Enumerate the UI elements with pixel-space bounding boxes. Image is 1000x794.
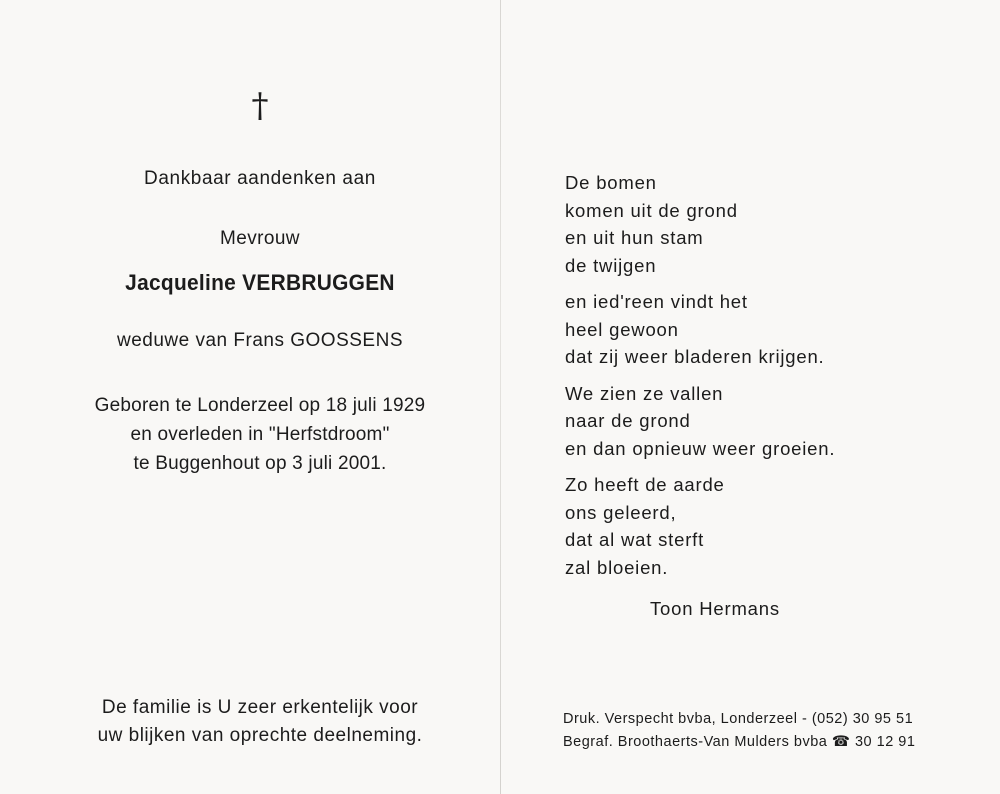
poem-line: naar de grond [565, 410, 691, 431]
right-page [500, 0, 1000, 794]
bio-line: en overleden in "Herfstdroom" [130, 424, 390, 445]
poem-line: en dan opnieuw weer groeien. [565, 437, 836, 459]
poem-line: dat al wat sterft [565, 529, 705, 550]
poem-line: komen uit de grond [565, 199, 738, 221]
poem-line: de twijgen [565, 254, 657, 276]
bio-line: te Buggenhout op 3 juli 2001. [133, 453, 387, 474]
cross-symbol: † [251, 86, 269, 126]
printer-line: Begraf. Broothaerts-Van Mulders bvba ☎ 30 12 91 [563, 734, 916, 750]
poem-line: ons geleerd, [565, 501, 677, 523]
family-note-line: De familie is U zeer erkentelijk voor [101, 697, 419, 718]
widow-line: weduwe van Frans GOOSSENS [117, 330, 403, 351]
poem-line: heel gewoon [565, 318, 679, 340]
dedication-line: Dankbaar aandenken aan [144, 168, 376, 189]
poem-line: Zo heeft de aarde [565, 474, 725, 495]
poem-stanza [565, 471, 835, 581]
poem-line: De bomen [565, 172, 657, 193]
deceased-name: Jacqueline VERBRUGGEN [125, 270, 395, 295]
poem-line: en uit hun stam [565, 227, 704, 248]
printer-info [563, 708, 915, 754]
family-note [0, 694, 520, 750]
bio-block [0, 391, 520, 478]
printer-line: Druk. Verspecht bvba, Londerzeel - (052) 30 95 51 [563, 711, 914, 727]
poem-author: Toon Hermans [650, 598, 780, 619]
family-note-line: uw blijken van oprechte deelneming. [97, 725, 423, 746]
poem-stanza [565, 380, 835, 463]
poem-line: en ied'reen vindt het [565, 291, 748, 312]
poem [565, 169, 835, 590]
poem-line: zal bloeien. [565, 556, 669, 578]
poem-line: dat zij weer bladeren krijgen. [565, 346, 825, 367]
title-mevrouw: Mevrouw [220, 228, 300, 249]
bio-line: Geboren te Londerzeel op 18 juli 1929 [94, 395, 426, 416]
poem-line: We zien ze vallen [565, 382, 724, 404]
poem-stanza [565, 169, 835, 279]
poem-stanza [565, 288, 835, 371]
